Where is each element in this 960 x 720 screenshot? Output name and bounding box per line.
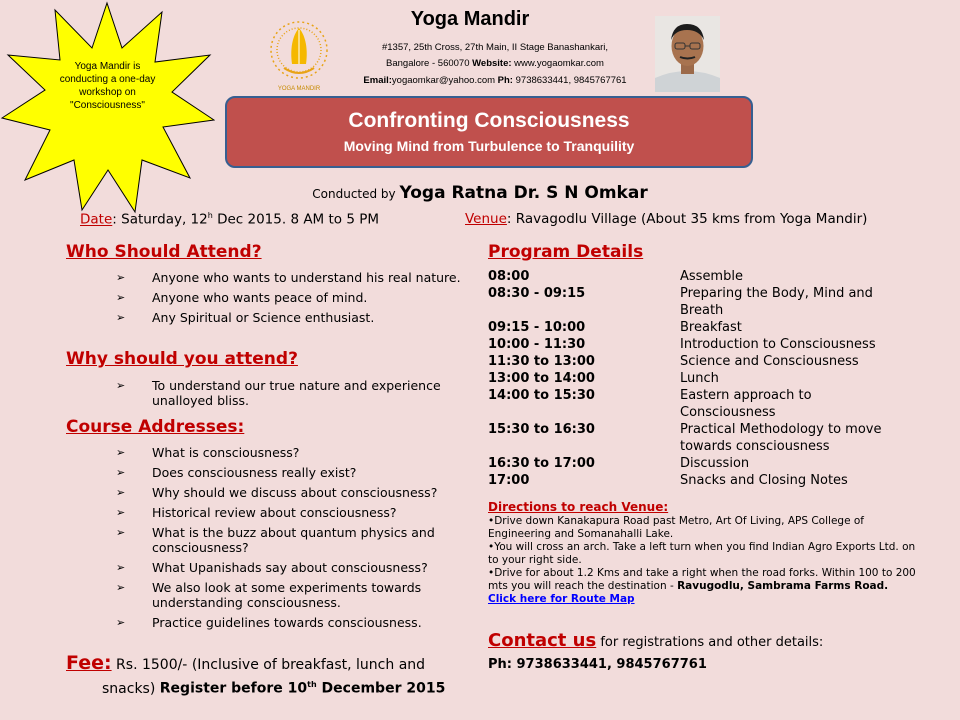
schedule-row [488, 319, 928, 336]
program-details-heading: Program Details [488, 242, 644, 262]
workshop-announcement: Yoga Mandir is conducting a one-day workshop on "Consciousness" [59, 61, 156, 111]
date-rest: Dec 2015. 8 AM to 5 PM [212, 211, 380, 228]
date-line [80, 211, 379, 228]
schedule-time: 17:00 [488, 473, 530, 488]
arrow-bullet-icon: ➢ [116, 466, 126, 479]
address-line: #1357, 25th Cross, 27th Main, II Stage Banashankari, [381, 42, 609, 53]
venue-value: : Ravagodlu Village (About 35 kms from Yoga Mandir) [506, 211, 868, 227]
schedule-row [488, 353, 928, 370]
list-item [66, 525, 476, 555]
list-item-text: What is consciousness? [152, 445, 300, 460]
yoga-mandir-logo [262, 14, 336, 92]
arrow-bullet-icon: ➢ [116, 581, 126, 594]
list-item-text: What is the buzz about quantum physics and consciousness? [152, 525, 435, 555]
route-map-link[interactable]: Click here for Route Map [488, 593, 635, 605]
who-should-attend-list [66, 270, 476, 330]
contact-line [488, 630, 823, 651]
schedule-row [488, 370, 928, 387]
list-item-text: We also look at some experiments towards understanding consciousness. [152, 580, 422, 610]
program-schedule [488, 268, 928, 489]
direction-item: •Drive down Kanakapura Road past Metro, Art Of Living, APS College of Engineering and Somanahalli Lake. [488, 515, 864, 540]
list-item-text: What Upanishads say about consciousness? [152, 560, 428, 575]
list-item [66, 505, 476, 520]
arrow-bullet-icon: ➢ [116, 291, 126, 304]
schedule-time: 16:30 to 17:00 [488, 456, 595, 471]
venue-label: Venue [465, 211, 507, 227]
schedule-row [488, 268, 928, 285]
schedule-row [488, 455, 928, 472]
course-addresses-list [66, 445, 476, 635]
list-item [66, 378, 476, 408]
schedule-time: 08:00 [488, 269, 530, 284]
arrow-bullet-icon: ➢ [116, 311, 126, 324]
schedule-activity: Snacks and Closing Notes [680, 473, 848, 488]
address-city: Bangalore - 560070 [386, 58, 473, 69]
arrow-bullet-icon: ➢ [116, 379, 126, 392]
schedule-row [488, 336, 928, 353]
arrow-bullet-icon: ➢ [116, 271, 126, 284]
email-phone-line [340, 75, 650, 86]
schedule-activity: Discussion [680, 456, 750, 471]
address-website-line [340, 58, 650, 69]
deadline-sup: th [307, 680, 317, 689]
arrow-bullet-icon: ➢ [116, 561, 126, 574]
schedule-row [488, 472, 928, 489]
schedule-activity: Breakfast [680, 320, 742, 335]
course-addresses-heading: Course Addresses: [66, 417, 245, 437]
list-item-text: Anyone who wants peace of mind. [152, 290, 368, 305]
list-item-text: Practice guidelines towards consciousness. [152, 615, 422, 630]
list-item [66, 465, 476, 480]
schedule-time: 14:00 to 15:30 [488, 388, 595, 403]
schedule-time: 10:00 - 11:30 [488, 337, 586, 352]
direction-item [488, 567, 918, 606]
list-item [66, 310, 476, 325]
schedule-row [488, 421, 928, 455]
fee-amount: Rs. 1500/- (Inclusive of breakfast, lunch and [111, 657, 426, 673]
schedule-time: 11:30 to 13:00 [488, 354, 595, 369]
list-item [66, 290, 476, 305]
schedule-time: 08:30 - 09:15 [488, 286, 586, 301]
list-item-text: Any Spiritual or Science enthusiast. [152, 310, 375, 325]
date-value: : Saturday, 12 [112, 211, 208, 228]
conducted-by [0, 183, 960, 203]
schedule-time: 09:15 - 10:00 [488, 320, 586, 335]
contact-text: for registrations and other details: [596, 635, 824, 650]
presenter-portrait [655, 16, 720, 92]
deadline-end: December 2015 [316, 680, 446, 697]
list-item [66, 485, 476, 500]
website-url: www.yogaomkar.com [511, 58, 604, 69]
register-deadline: Register before 10 [159, 680, 308, 697]
list-item-text: Historical review about consciousness? [152, 505, 397, 520]
list-item-text: Why should we discuss about consciousness? [152, 485, 438, 500]
presenter-name: Yoga Ratna Dr. S N Omkar [399, 183, 648, 203]
list-item-text: Anyone who wants to understand his real nature. [152, 270, 461, 285]
venue-line [465, 211, 867, 227]
phone-label: Ph: [497, 75, 513, 86]
list-item [66, 560, 476, 575]
contact-heading: Contact us [488, 630, 597, 651]
schedule-activity: Assemble [680, 269, 743, 284]
schedule-time: 13:00 to 14:00 [488, 371, 595, 386]
header-phone: 9738633441, 9845767761 [512, 75, 627, 86]
list-item [66, 445, 476, 460]
list-item [66, 270, 476, 285]
arrow-bullet-icon: ➢ [116, 446, 126, 459]
list-item-text: Does consciousness really exist? [152, 465, 357, 480]
email-label: Email: [363, 75, 392, 86]
who-should-attend-heading: Who Should Attend? [66, 242, 262, 262]
schedule-row [488, 285, 928, 319]
schedule-activity: Eastern approach to Consciousness [680, 388, 812, 420]
arrow-bullet-icon: ➢ [116, 526, 126, 539]
fee-label: Fee: [66, 652, 112, 674]
schedule-activity: Practical Methodology to move towards consciousness [680, 422, 882, 454]
org-title: Yoga Mandir [410, 8, 530, 30]
schedule-time: 15:30 to 16:30 [488, 422, 595, 437]
arrow-bullet-icon: ➢ [116, 486, 126, 499]
fee-line2: snacks) [102, 680, 160, 697]
website-label: Website: [472, 58, 512, 69]
workshop-title: Confronting Consciousness [348, 109, 630, 132]
arrow-bullet-icon: ➢ [116, 616, 126, 629]
list-item-text: To understand our true nature and experience unalloyed bliss. [152, 378, 441, 408]
date-sup: h [207, 211, 213, 220]
date-label: Date [80, 211, 113, 228]
email-address: yogaomkar@yahoo.com [391, 75, 498, 86]
schedule-activity: Lunch [680, 371, 719, 386]
fee-section [66, 654, 466, 699]
schedule-activity: Preparing the Body, Mind and Breath [680, 286, 873, 318]
list-item [66, 615, 476, 630]
destination-name: Ravugodlu, Sambrama Farms Road. [677, 580, 889, 592]
directions-heading: Directions to reach Venue: [488, 500, 669, 514]
why-attend-list [66, 378, 476, 413]
direction-item: •You will cross an arch. Take a left turn when you find Indian Agro Exports Ltd. on to your right side. [488, 541, 916, 566]
list-item [66, 580, 476, 610]
why-attend-heading: Why should you attend? [66, 349, 298, 369]
workshop-subtitle: Moving Mind from Turbulence to Tranquility [343, 138, 635, 154]
conducted-by-prefix: Conducted by [312, 187, 400, 201]
logo-label: YOGA MANDIR [277, 86, 321, 92]
contact-phone: Ph: 9738633441, 9845767761 [488, 657, 707, 672]
schedule-row [488, 387, 928, 421]
arrow-bullet-icon: ➢ [116, 506, 126, 519]
direction-text: •Drive for about 1.2 Kms and take a right when the road forks. Within 100 to 200 mts you will reach the destination - [488, 567, 916, 592]
schedule-activity: Introduction to Consciousness [680, 337, 876, 352]
directions-list [488, 515, 918, 606]
schedule-activity: Science and Consciousness [680, 354, 859, 369]
